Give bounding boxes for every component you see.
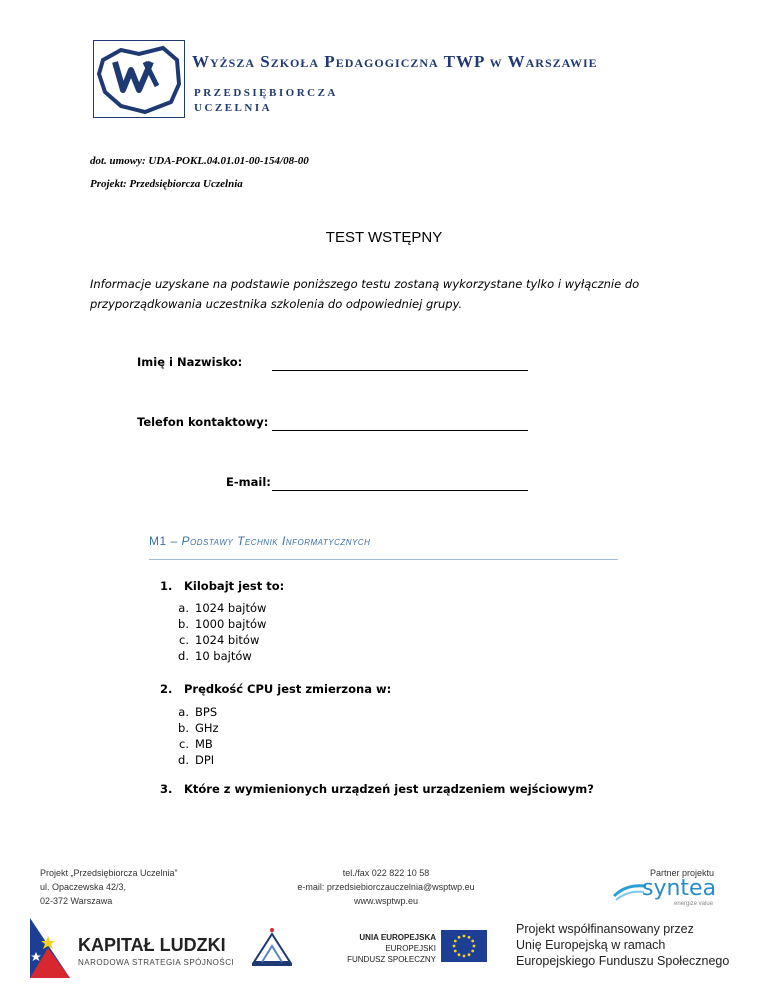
university-tagline [194, 86, 338, 116]
question-3 [160, 782, 594, 796]
ue-line-2: EUROPEJSKI [385, 944, 436, 953]
question-1 [160, 579, 284, 593]
question-number: 1. [160, 579, 173, 593]
option-letter: b. [178, 617, 189, 631]
syntea-logo [612, 878, 732, 908]
phone-field[interactable] [272, 416, 528, 431]
address-line-3: 02-372 Warszawa [40, 896, 113, 906]
section-heading [149, 534, 370, 548]
tagline-line-1: PRZEDSIĘBIORCZA [194, 87, 338, 99]
option-text: GHz [195, 721, 219, 735]
partner-label: Partner projektu [650, 868, 715, 878]
option-letter: a. [178, 601, 189, 615]
question-2-option-d[interactable] [166, 753, 214, 767]
section-divider [149, 559, 618, 560]
question-text: Kilobajt jest to: [184, 579, 285, 593]
option-letter: c. [179, 633, 189, 647]
cofinancing-note [516, 921, 729, 969]
name-label: Imię i Nazwisko: [137, 355, 243, 369]
kl-title: KAPITAŁ LUDZKI [78, 935, 226, 955]
option-letter: d. [178, 649, 189, 663]
option-text: DPI [195, 753, 215, 767]
ue-text [332, 932, 436, 965]
phone-label: Telefon kontaktowy: [137, 415, 269, 429]
option-letter: b. [178, 721, 189, 735]
page-title: TEST WSTĘPNY [325, 229, 443, 246]
question-2-option-a[interactable] [166, 705, 217, 719]
cofin-line-3: Europejskiego Funduszu Społecznego [516, 954, 730, 968]
university-name: Wyższa Szkoła Pedagogiczna TWP w Warszawie [192, 52, 598, 71]
question-text: Prędkość CPU jest zmierzona w: [184, 682, 392, 696]
option-text: 1024 bitów [195, 633, 260, 647]
contact-phone: tel./fax 022 822 10 58 [342, 868, 430, 878]
name-field[interactable] [272, 356, 528, 371]
cofin-line-2: Unię Europejską w ramach [516, 938, 666, 952]
email-label: E-mail: [226, 475, 271, 489]
email-field[interactable] [272, 476, 528, 491]
ue-line-3: FUNDUSZ SPOŁECZNY [347, 955, 436, 964]
project-name: Projekt: Przedsiębiorcza Uczelnia [90, 178, 243, 190]
eu-flag-icon [441, 930, 487, 962]
option-letter: c. [179, 737, 189, 751]
option-text: MB [195, 737, 213, 751]
intro-line-1: Informacje uzyskane na podstawie poniższego testu zostaną wykorzystane tylko i wyłącznie do [90, 277, 640, 291]
question-2 [160, 682, 391, 696]
question-text: Które z wymienionych urządzeń jest urządzeniem wejściowym? [184, 782, 594, 796]
contact-website[interactable]: www.wsptwp.eu [353, 896, 419, 906]
wsp-mountain-icon [250, 926, 294, 970]
section-title: Podstawy Technik Informatycznych [181, 534, 371, 548]
question-1-option-c[interactable] [166, 633, 259, 647]
option-text: BPS [195, 705, 218, 719]
partner-name: syntea [642, 876, 717, 901]
footer-address [40, 866, 178, 908]
kl-subtitle: NARODOWA STRATEGIA SPÓJNOŚCI [78, 958, 235, 967]
intro-text [90, 274, 670, 314]
section-code: M1 – [149, 534, 178, 548]
question-1-option-b[interactable] [166, 617, 266, 631]
question-1-option-a[interactable] [166, 601, 266, 615]
option-letter: d. [178, 753, 189, 767]
question-2-option-b[interactable] [166, 721, 219, 735]
question-number: 2. [160, 682, 173, 696]
question-1-option-d[interactable] [166, 649, 252, 663]
option-text: 1000 bajtów [195, 617, 267, 631]
ue-title: UNIA EUROPEJSKA [359, 933, 436, 942]
cofin-line-1: Projekt współfinansowany przez [516, 922, 694, 936]
address-line-1: Projekt „Przedsiębiorcza Uczelnia” [40, 868, 178, 878]
option-text: 1024 bajtów [195, 601, 267, 615]
option-letter: a. [178, 705, 189, 719]
partner-tagline: energize value [674, 901, 714, 907]
kapital-ludzki-emblem [30, 918, 70, 978]
contact-email[interactable]: e-mail: przedsiebiorczauczelnia@wsptwp.eu [297, 882, 475, 892]
address-line-2: ul. Opaczewska 42/3, [40, 882, 127, 892]
footer-contact [286, 866, 486, 908]
intro-line-2: przyporządkowania uczestnika szkolenia do odpowiedniej grupy. [90, 297, 463, 311]
university-logo [93, 40, 185, 118]
tagline-line-2: UCZELNIA [194, 102, 273, 114]
question-2-option-c[interactable] [166, 737, 213, 751]
question-number: 3. [160, 782, 173, 796]
option-text: 10 bajtów [195, 649, 252, 663]
contract-number: dot. umowy: UDA-POKL.04.01.01-00-154/08-00 [90, 155, 309, 167]
